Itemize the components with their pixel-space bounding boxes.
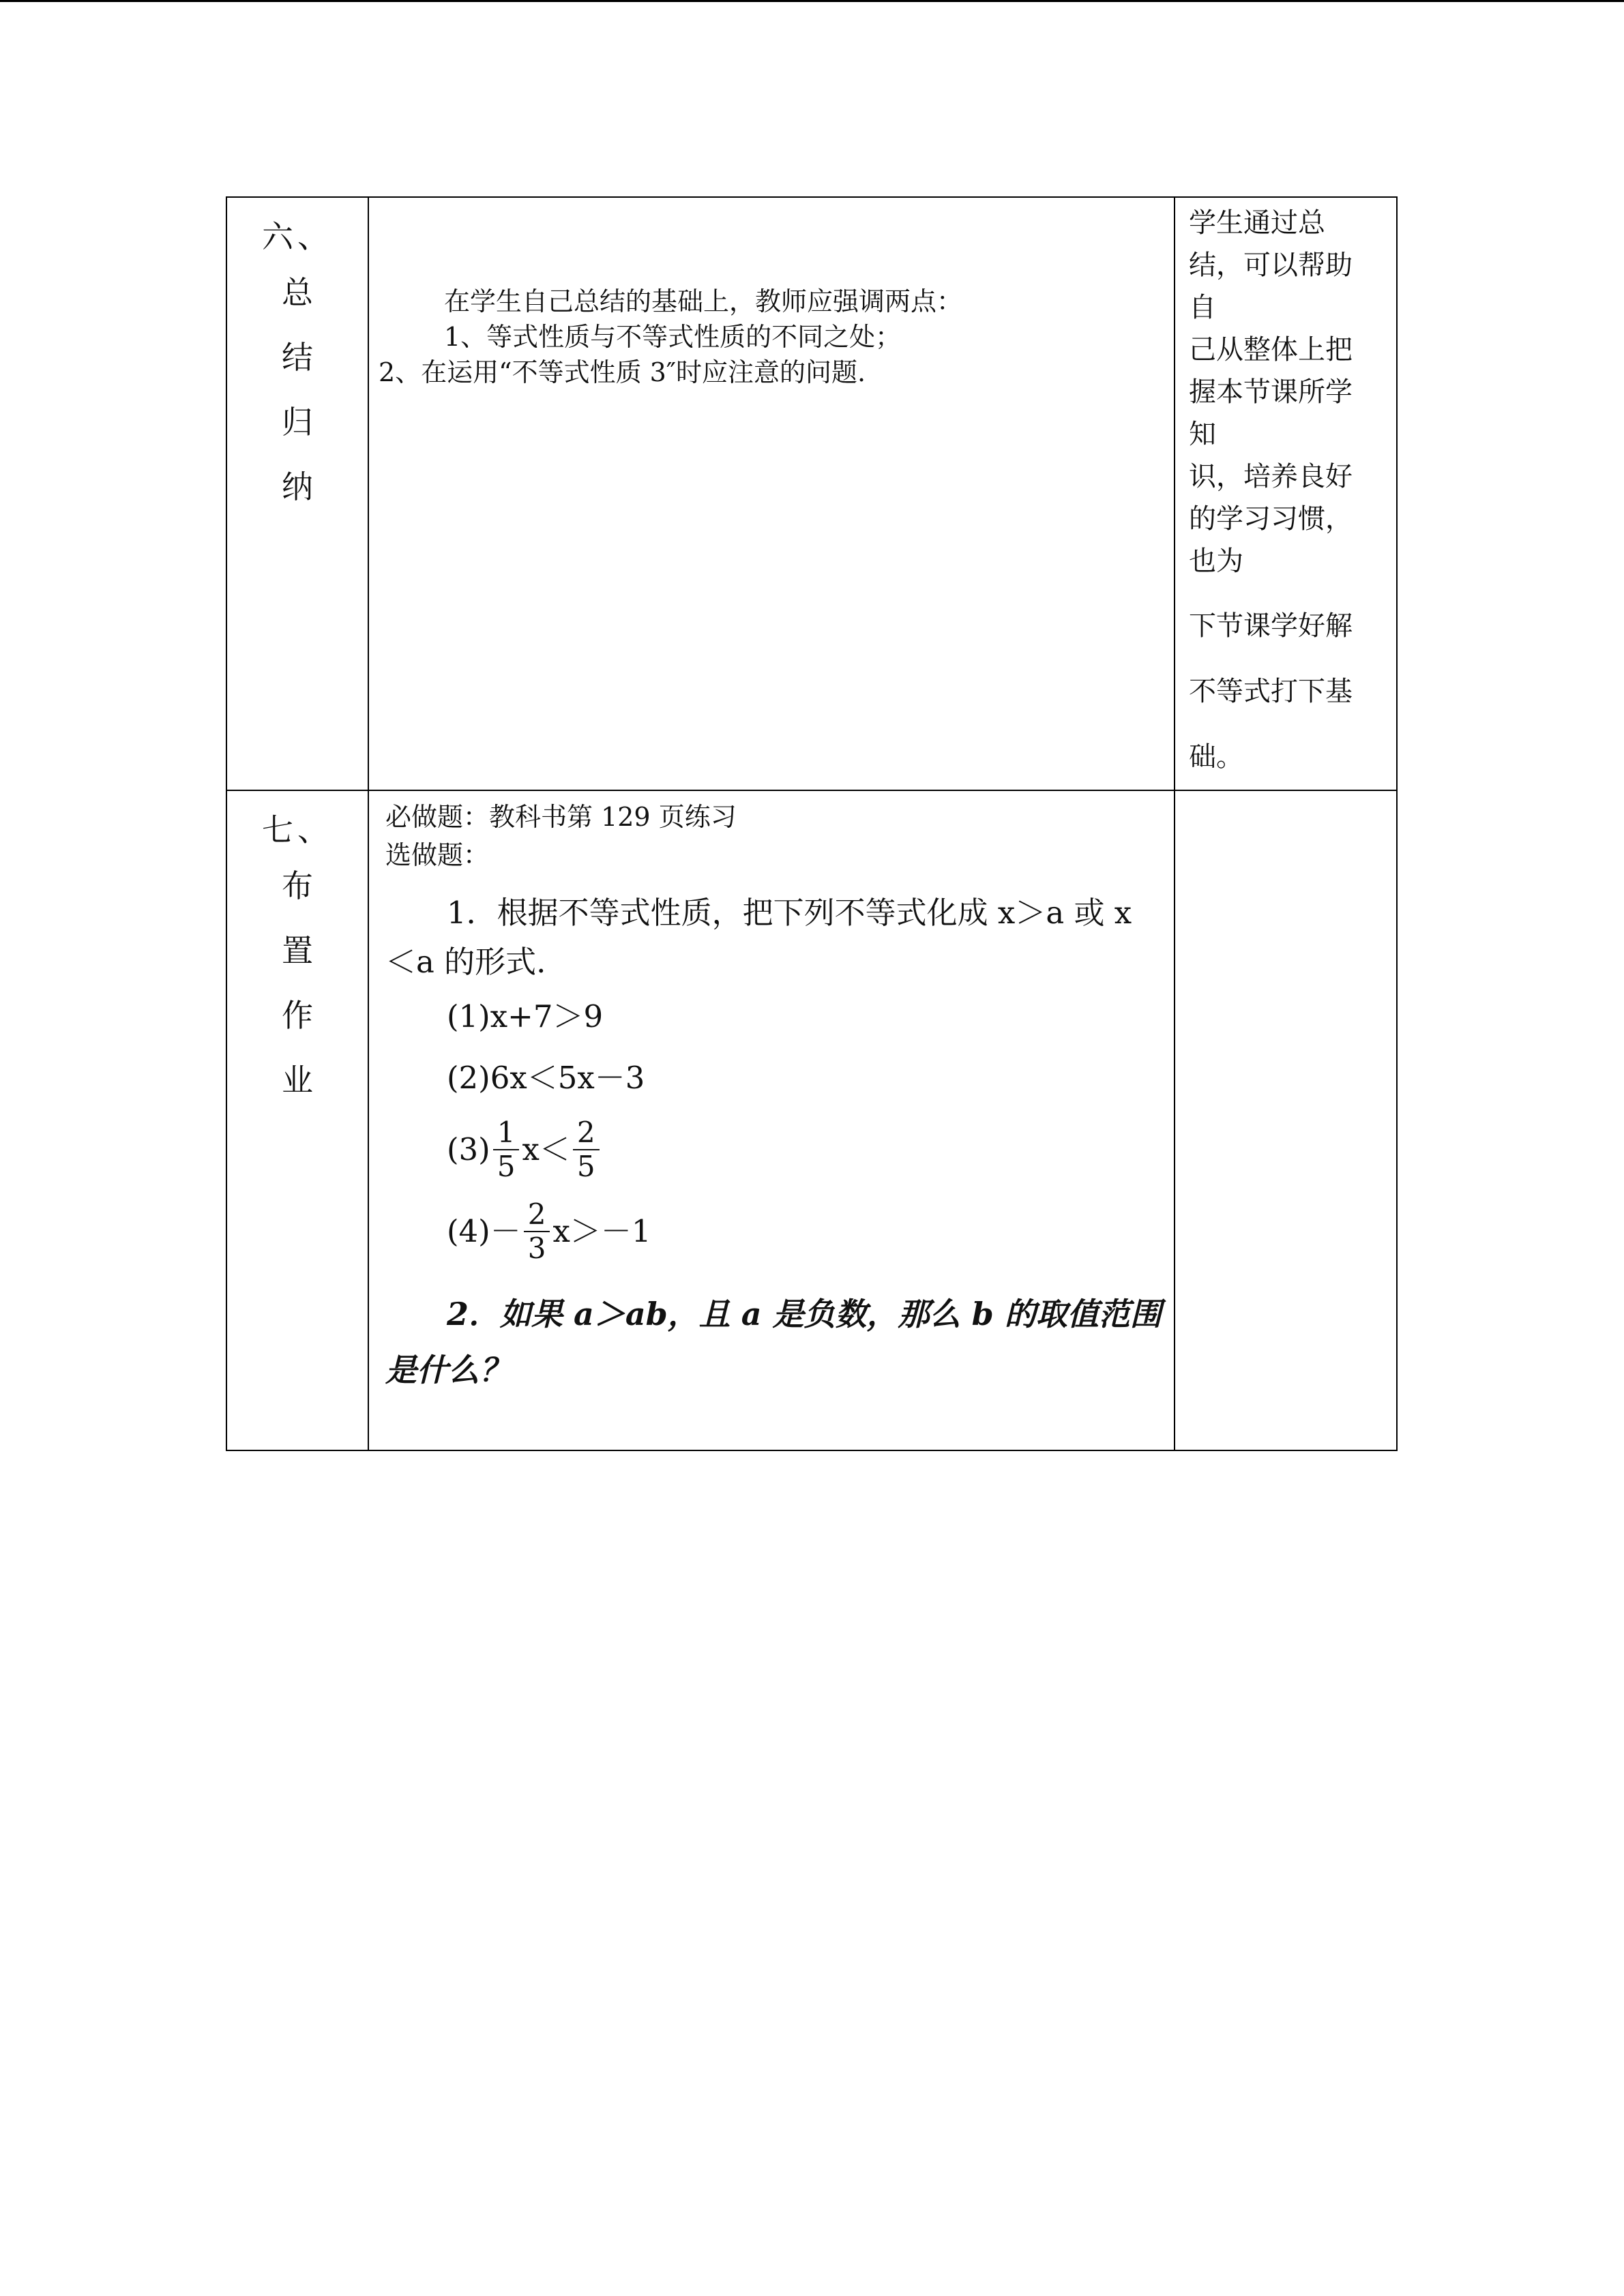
design-intent-note bbox=[1175, 198, 1396, 790]
summary-intro: 在学生自己总结的基础上，教师应强调两点： bbox=[444, 286, 963, 316]
step-label-homework bbox=[227, 791, 368, 1113]
table-row-summary bbox=[226, 197, 1397, 790]
step-char: 置 bbox=[282, 932, 313, 969]
summary-point-2: 2、在运用“不等式性质 3″时应注意的问题. bbox=[379, 357, 866, 387]
step-label-summary bbox=[227, 198, 368, 520]
lesson-plan-table bbox=[226, 196, 1398, 1451]
exercise-item-1: (1)x+7＞9 bbox=[447, 998, 604, 1034]
item-prefix: (3) bbox=[447, 1131, 490, 1167]
summary-point-1: 1、等式性质与不等式性质的不同之处； bbox=[444, 322, 902, 352]
step-char: 业 bbox=[282, 1062, 313, 1099]
question-2-text: 2．如果 a＞ab，且 a 是负数，那么 b 的取值范围 bbox=[447, 1296, 1162, 1332]
note-line: 自 bbox=[1189, 292, 1216, 323]
question-2-text-cont: 是什么？ bbox=[385, 1352, 511, 1388]
note-line: 结，可以帮助 bbox=[1189, 250, 1353, 281]
step-char: 纳 bbox=[282, 468, 313, 505]
fraction-denominator: 5 bbox=[576, 1150, 595, 1183]
content-cell-homework bbox=[368, 790, 1175, 1450]
note-line: 也为 bbox=[1189, 546, 1243, 577]
note-line: 学生通过总 bbox=[1189, 207, 1325, 239]
step-char: 总 bbox=[282, 274, 313, 311]
fraction-numerator: 2 bbox=[524, 1198, 550, 1232]
fraction-denominator: 5 bbox=[497, 1150, 516, 1183]
table-row-homework bbox=[226, 790, 1397, 1450]
item-middle: x＜ bbox=[522, 1131, 570, 1167]
page-top-border bbox=[0, 0, 1624, 2]
summary-content bbox=[369, 198, 1174, 390]
optional-homework-label: 选做题： bbox=[385, 840, 490, 870]
question-1-text: 1．根据不等式性质，把下列不等式化成 x＞a 或 x bbox=[447, 895, 1132, 931]
note-line: 识，培养良好 bbox=[1189, 461, 1353, 492]
step-char: 布 bbox=[282, 867, 313, 904]
fraction-one-fifth bbox=[493, 1116, 520, 1183]
note-line: 不等式打下基 bbox=[1189, 676, 1353, 707]
fraction-two-fifths bbox=[573, 1116, 600, 1183]
step-char: 结 bbox=[282, 339, 313, 376]
question-1-text-cont: ＜a 的形式. bbox=[385, 944, 546, 980]
fraction-numerator: 1 bbox=[493, 1116, 520, 1150]
step-number: 六、 bbox=[262, 218, 333, 255]
fraction-denominator: 3 bbox=[527, 1232, 546, 1265]
required-homework: 必做题：教科书第 129 页练习 bbox=[385, 802, 737, 832]
step-cell-homework bbox=[226, 790, 368, 1450]
note-line: 础。 bbox=[1189, 741, 1243, 773]
note-cell-homework bbox=[1175, 790, 1397, 1450]
note-line: 知 bbox=[1189, 419, 1216, 450]
note-line: 的学习习惯， bbox=[1189, 503, 1353, 535]
item-prefix: (4)－ bbox=[447, 1213, 521, 1249]
fraction-two-thirds bbox=[524, 1198, 550, 1265]
exercise-item-3 bbox=[385, 1109, 1164, 1191]
content-cell-summary bbox=[368, 197, 1175, 790]
exercise-item-4 bbox=[385, 1191, 1164, 1272]
exercise-item-2: (2)6x＜5x－3 bbox=[447, 1060, 645, 1096]
homework-content bbox=[369, 791, 1174, 1394]
step-char: 归 bbox=[282, 404, 313, 441]
note-line: 下节课学好解 bbox=[1189, 610, 1353, 642]
item-suffix: x＞－1 bbox=[552, 1213, 651, 1249]
step-char: 作 bbox=[282, 997, 313, 1034]
fraction-numerator: 2 bbox=[573, 1116, 600, 1150]
step-cell-summary bbox=[226, 197, 368, 790]
step-number: 七、 bbox=[262, 811, 333, 848]
note-line: 己从整体上把 bbox=[1189, 334, 1353, 366]
note-line: 握本节课所学 bbox=[1189, 376, 1353, 408]
note-cell-summary bbox=[1175, 197, 1397, 790]
